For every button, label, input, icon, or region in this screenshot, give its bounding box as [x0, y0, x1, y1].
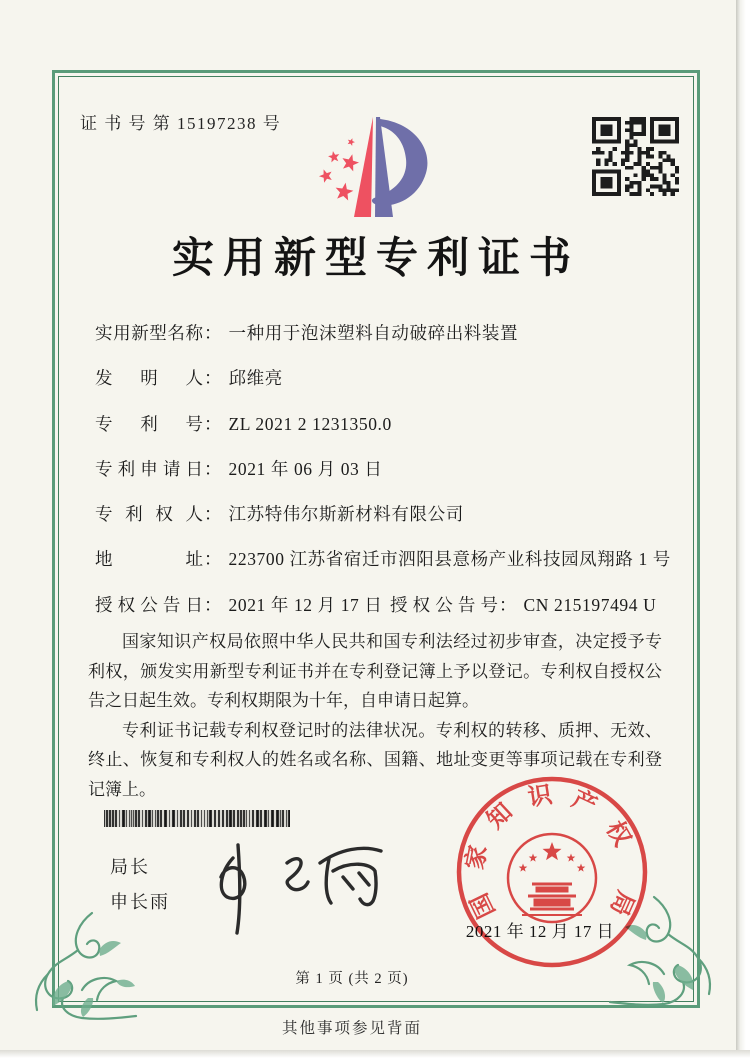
- page-info: 第 1 页 (共 2 页): [295, 971, 409, 987]
- signature-handwriting-icon: [205, 833, 400, 939]
- field-label: 授 权 公 告 号: [390, 594, 498, 615]
- seal-org-char: 家: [462, 843, 493, 872]
- field-row: [95, 546, 675, 591]
- field-colon: ：: [204, 413, 222, 434]
- official-seal: [452, 772, 652, 972]
- seal-org-char: 局: [604, 886, 639, 920]
- cnipa-logo-icon: [298, 105, 463, 227]
- signer-name: 申长雨: [110, 892, 170, 912]
- field-label: 地 址: [95, 549, 203, 570]
- field-colon: ：: [204, 549, 222, 570]
- field-pair: [95, 320, 518, 345]
- field-row: [95, 320, 675, 365]
- field-value: CN 215197494 U: [523, 594, 657, 615]
- field-label: 发 明 人: [95, 368, 203, 389]
- field-value: ZL 2021 2 1231350.0: [228, 413, 392, 434]
- field-colon: ：: [499, 594, 517, 615]
- seal-org-char: 国: [466, 888, 501, 922]
- field-label: 授 权 公 告 日: [95, 594, 203, 615]
- field-colon: ：: [204, 458, 222, 479]
- field-value: 江苏特伟尔斯新材料有限公司: [228, 504, 464, 525]
- field-label: 专 利 权 人: [95, 504, 203, 525]
- paper-edge: [736, 0, 750, 1060]
- field-value: 一种用于泡沫塑料自动破碎出料装置: [228, 323, 519, 343]
- field-pair: [95, 456, 382, 481]
- field-value: 邱维亮: [228, 368, 283, 389]
- seal-org-char: 识: [526, 782, 554, 812]
- field-pair: [390, 592, 656, 617]
- body-paragraph: 专利证书记载专利权登记时的法律状况。专利权的转移、质押、无效、终止、恢复和专利权人的姓名或名称、国籍、地址变更等事项记载在专利登记簿上。: [88, 720, 662, 799]
- barcode: [104, 810, 290, 827]
- seal-org-char: 产: [567, 786, 601, 820]
- field-pair: [95, 592, 382, 617]
- field-value: 223700 江苏省宿迁市泗阳县意杨产业科技园凤翔路 1 号: [228, 549, 671, 570]
- field-pair: [95, 501, 464, 526]
- fields-section: [95, 320, 675, 637]
- field-pair: [95, 546, 671, 571]
- field-label: 专 利 号: [95, 413, 203, 434]
- field-colon: ：: [204, 323, 222, 343]
- field-label: 实 用 新 型 名 称: [95, 323, 203, 343]
- field-row: [95, 411, 675, 456]
- field-colon: ：: [204, 504, 222, 525]
- back-note: 其他事项参见背面: [281, 1020, 422, 1037]
- field-value: 2021 年 12 月 17 日: [228, 594, 383, 615]
- field-row: [95, 456, 675, 501]
- field-row: [95, 501, 675, 546]
- field-colon: ：: [204, 368, 222, 389]
- body-paragraph: 国家知识产权局依照中华人民共和国专利法经过初步审查，决定授予专利权，颁发实用新型专利证书并在专利登记簿上予以登记。专利权自授权公告之日起生效。专利权期限为十年，自申请日起算。: [88, 632, 662, 710]
- field-row: [95, 365, 675, 410]
- field-colon: ：: [204, 594, 222, 615]
- seal-date: 2021 年 12 月 17 日: [465, 922, 615, 941]
- certificate-title: 实用新型专利证书: [171, 236, 580, 282]
- field-pair: [95, 411, 392, 436]
- certificate-number: 证 书 号 第 15197238 号: [80, 114, 282, 133]
- qr-code: [592, 117, 679, 196]
- seal-org-char: 权: [600, 817, 636, 851]
- seal-org-char: 知: [482, 798, 518, 835]
- signer-title: 局长: [110, 857, 150, 877]
- field-value: 2021 年 06 月 03 日: [228, 458, 383, 479]
- field-pair: [95, 365, 283, 390]
- paper-edge: [0, 1050, 750, 1060]
- field-label: 专 利 申 请 日: [95, 458, 203, 479]
